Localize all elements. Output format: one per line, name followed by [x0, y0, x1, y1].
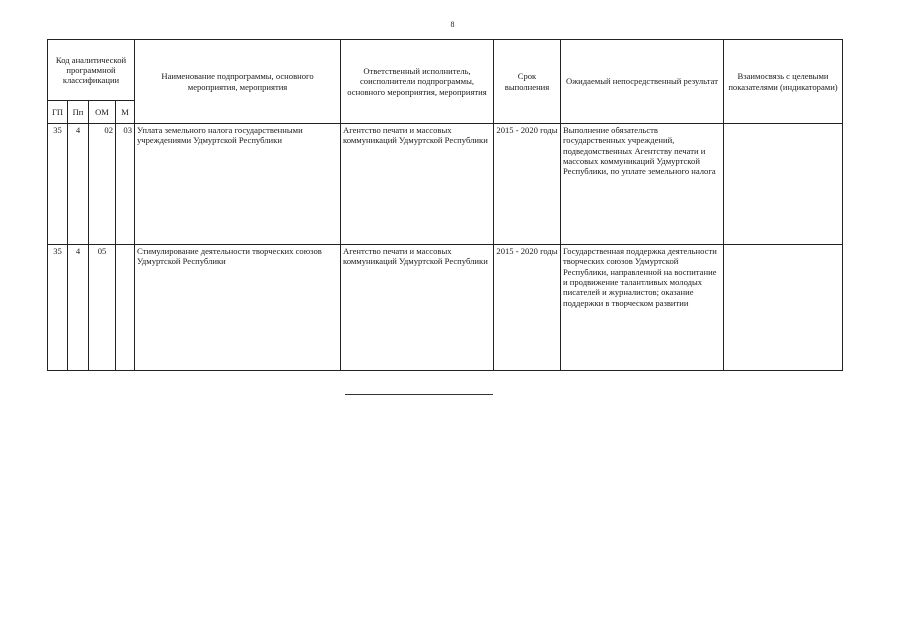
table-row [48, 124, 843, 245]
cell-om: 05 [89, 245, 116, 371]
header-relation: Взаимосвязь с целевыми показателями (индикаторами) [724, 40, 843, 124]
header-term: Срок выполнения [494, 40, 561, 124]
cell-relation [724, 245, 843, 371]
cell-gp: 35 [48, 124, 68, 245]
cell-m [116, 245, 135, 371]
header-result: Ожидаемый непосредственный результат [561, 40, 724, 124]
cell-pp: 4 [68, 245, 89, 371]
cell-name: Стимулирование деятельности творческих союзов Удмуртской Республики [135, 245, 341, 371]
page-number: 8 [450, 20, 455, 29]
cell-term: 2015 - 2020 годы [494, 124, 561, 245]
header-name: Наименование подпрограммы, основного мероприятия, мероприятия [135, 40, 341, 124]
cell-name: Уплата земельного налога государственными учреждениями Удмуртской Республики [135, 124, 341, 245]
header-responsible: Ответственный исполнитель, соисполнители подпрограммы, основного мероприятия, мероприятия [341, 40, 494, 124]
table-row [48, 245, 843, 371]
header-om: ОМ [89, 101, 116, 124]
cell-responsible: Агентство печати и массовых коммуникаций Удмуртской Республики [341, 124, 494, 245]
header-code: Код аналитической программной классификации [48, 40, 135, 101]
cell-m: 03 [116, 124, 135, 245]
cell-result: Государственная поддержка деятельности творческих союзов Удмуртской Республики, направленной на воспитание и продвижение талантливых молодых писателей и журналистов; оказание поддержки в творческом развитии [561, 245, 724, 371]
header-m: М [116, 101, 135, 124]
header-pp: Пп [68, 101, 89, 124]
cell-result: Выполнение обязательств государственных учреждений, подведомственных Агентству печати и массовых коммуникаций Удмуртской Республики, по уплате земельного налога [561, 124, 724, 245]
program-table [47, 39, 843, 371]
cell-term: 2015 - 2020 годы [494, 245, 561, 371]
footer-divider [345, 394, 493, 395]
cell-responsible: Агентство печати и массовых коммуникаций Удмуртской Республики [341, 245, 494, 371]
cell-relation [724, 124, 843, 245]
cell-om: 02 [89, 124, 116, 245]
cell-pp: 4 [68, 124, 89, 245]
header-gp: ГП [48, 101, 68, 124]
cell-gp: 35 [48, 245, 68, 371]
